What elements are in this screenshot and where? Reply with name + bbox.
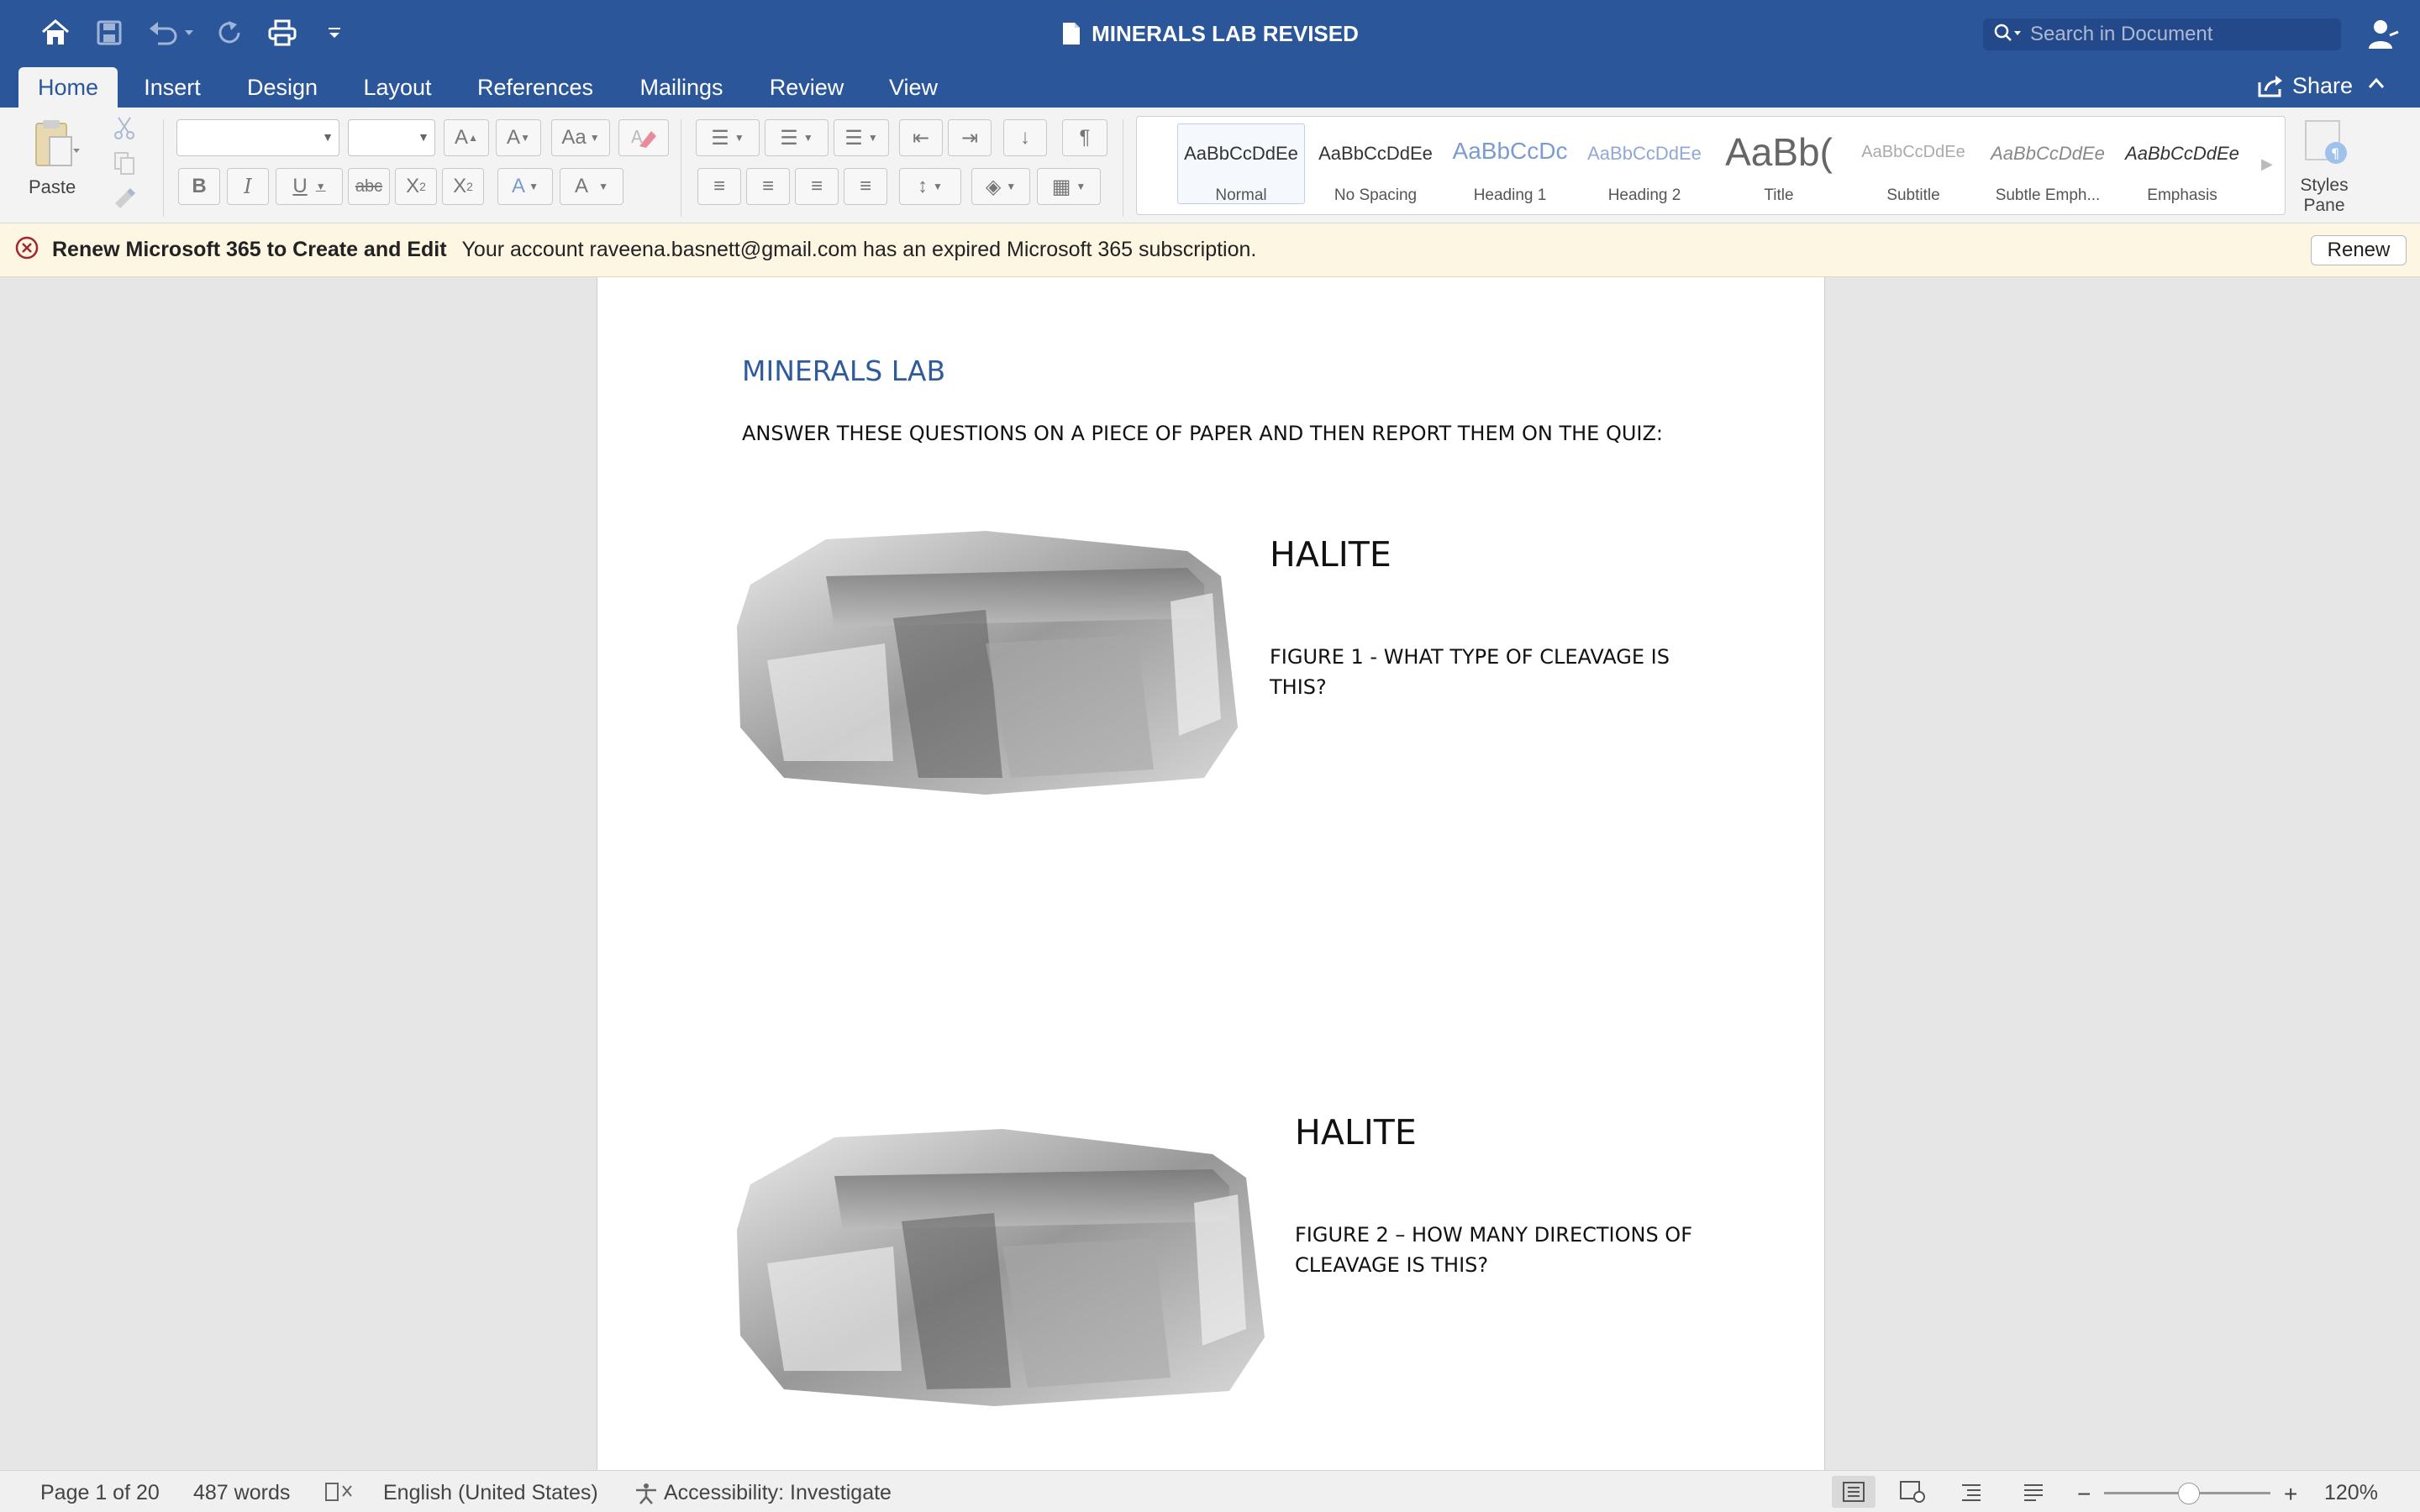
style-sample: AaBbCcDdEe — [1318, 143, 1433, 164]
notification-title: Renew Microsoft 365 to Create and Edit — [52, 238, 447, 261]
style-label: Subtitle — [1886, 186, 1940, 204]
tab-layout[interactable]: Layout — [363, 74, 432, 100]
question-line: THIS? — [1270, 675, 1327, 699]
customize-icon[interactable] — [319, 15, 350, 50]
share-button[interactable] — [2257, 67, 2353, 104]
cut-icon[interactable] — [108, 113, 141, 143]
style-label: Heading 2 — [1607, 186, 1681, 204]
subscript-button[interactable]: X 2 — [395, 168, 437, 205]
styles-gallery — [1136, 116, 2286, 215]
accessibility-label: Accessibility: Investigate — [664, 1481, 892, 1504]
tab-view[interactable]: View — [888, 74, 939, 100]
save-icon[interactable] — [91, 15, 128, 50]
style-heading-1[interactable] — [1446, 123, 1574, 204]
tab-review[interactable]: Review — [769, 74, 844, 100]
style-sample: AaBbCcDdEe — [1861, 143, 1965, 161]
show-formatting-button[interactable]: ¶ — [1062, 119, 1107, 156]
zoom-in-button[interactable]: + — [2284, 1481, 2298, 1507]
style-label: No Spacing — [1334, 186, 1418, 204]
question-line: FIGURE 2 – HOW MANY DIRECTIONS OF — [1295, 1223, 1693, 1247]
tab-mailings[interactable]: Mailings — [639, 74, 723, 100]
superscript-button[interactable]: X 2 — [442, 168, 484, 205]
chevron-down-icon: ▼ — [322, 130, 334, 144]
redo-icon[interactable] — [212, 15, 249, 50]
accessibility-icon — [634, 1482, 659, 1505]
person-icon[interactable] — [2366, 17, 2400, 55]
style-no-spacing[interactable] — [1312, 123, 1439, 204]
grow-font-button[interactable]: A ▲ — [444, 119, 489, 156]
share-icon — [2257, 74, 2284, 97]
style-sample: AaBbCcDdEe — [1587, 143, 1702, 164]
tab-insert[interactable]: Insert — [144, 74, 201, 100]
zoom-slider-handle[interactable] — [2178, 1483, 2200, 1504]
search-icon — [1993, 23, 2022, 47]
text-effects-button[interactable]: A ▼ — [497, 168, 553, 205]
renew-button[interactable]: Renew — [2311, 235, 2407, 265]
style-sample: AaBbCcDdEe — [1991, 143, 2105, 164]
align-right-button[interactable]: ≡ — [795, 168, 839, 205]
numbering-button[interactable]: ☰ ▼ — [765, 119, 829, 156]
halite-image[interactable] — [734, 1126, 1273, 1410]
change-case-button[interactable]: Aa ▼ — [551, 119, 610, 156]
borders-button[interactable]: ▦ ▼ — [1037, 168, 1101, 205]
chevron-down-icon: ▼ — [418, 130, 429, 144]
paste-icon — [31, 118, 82, 172]
styles-pane-label: Styles — [2300, 176, 2349, 195]
question-line: FIGURE 1 - WHAT TYPE OF CLEAVAGE IS — [1270, 645, 1670, 669]
collapse-ribbon-icon[interactable] — [2368, 72, 2385, 94]
gallery-next-icon[interactable]: ▶ — [2261, 155, 2273, 172]
language[interactable]: English (United States) — [383, 1481, 598, 1504]
style-normal[interactable] — [1177, 123, 1305, 204]
proofing-icon[interactable] — [324, 1481, 355, 1503]
notification-bar — [0, 223, 2420, 277]
align-center-button[interactable]: ≡ — [746, 168, 790, 205]
paste-label: Paste — [29, 176, 76, 197]
separator — [163, 119, 164, 217]
svg-text:¶: ¶ — [2331, 145, 2340, 161]
tab-home[interactable]: Home — [18, 67, 118, 108]
svg-text:A: A — [631, 127, 643, 147]
tab-design[interactable]: Design — [246, 74, 318, 100]
style-subtitle[interactable] — [1849, 123, 1977, 204]
draft-view-button[interactable] — [2012, 1476, 2055, 1508]
ribbon — [0, 108, 2420, 223]
strikethrough-button[interactable]: abc — [348, 168, 390, 205]
styles-pane-icon — [2301, 119, 2348, 166]
font-name-select[interactable] — [176, 119, 339, 156]
style-label: Emphasis — [2147, 186, 2217, 204]
font-size-select[interactable] — [348, 119, 435, 156]
style-heading-2[interactable] — [1581, 123, 1708, 204]
figure-2-title: HALITE — [1295, 1112, 1417, 1152]
line-spacing-button[interactable]: ↕ ▼ — [899, 168, 961, 205]
shrink-font-button[interactable]: A ▼ — [496, 119, 541, 156]
copy-icon[interactable] — [108, 148, 141, 178]
style-subtle-emphasis[interactable] — [1984, 123, 2112, 204]
document-heading: MINERALS LAB — [742, 354, 946, 387]
document-instruction: ANSWER THESE QUESTIONS ON A PIECE OF PAPER AND THEN REPORT THEM ON THE QUIZ: — [742, 422, 1664, 445]
paste-button[interactable] — [20, 116, 92, 175]
justify-button[interactable]: ≡ — [844, 168, 887, 205]
style-label: Title — [1764, 186, 1794, 204]
style-sample: AaBb( — [1725, 130, 1833, 174]
document-icon — [1061, 21, 1081, 46]
accessibility-status[interactable] — [634, 1481, 892, 1505]
print-icon[interactable] — [264, 15, 301, 50]
style-title[interactable] — [1715, 123, 1843, 204]
decrease-indent-button[interactable]: ⇤ — [899, 119, 943, 156]
style-sample: AaBbCcDc — [1452, 138, 1568, 164]
ribbon-tabs — [0, 64, 2420, 108]
style-label: Subtle Emph... — [1995, 186, 2101, 204]
style-label: Normal — [1215, 186, 1267, 204]
align-left-button[interactable]: ≡ — [697, 168, 741, 205]
document-title: MINERALS LAB REVISED — [1092, 20, 1359, 46]
zoom-out-button[interactable]: − — [2077, 1481, 2091, 1507]
tab-references[interactable]: References — [476, 74, 594, 100]
font-color-button[interactable]: A ▼ — [560, 168, 623, 205]
styles-pane-button[interactable] — [2287, 119, 2361, 220]
figure-2-question — [1295, 1220, 1692, 1280]
increase-indent-button[interactable]: ⇥ — [948, 119, 992, 156]
style-label: Heading 1 — [1473, 186, 1547, 204]
notification-message: Your account raveena.basnett@gmail.com has an expired Microsoft 365 subscription. — [461, 238, 1257, 261]
document-canvas[interactable] — [0, 277, 2420, 1470]
clear-formatting-button[interactable] — [618, 119, 669, 156]
halite-image[interactable] — [734, 526, 1248, 798]
outline-view-button[interactable] — [1949, 1476, 1993, 1508]
italic-button[interactable]: I — [227, 168, 269, 205]
shading-button[interactable]: ◈ ▼ — [971, 168, 1030, 205]
bullets-button[interactable]: ☰ ▼ — [696, 119, 760, 156]
share-label: Share — [2292, 72, 2354, 98]
figure-1-title: HALITE — [1270, 534, 1392, 575]
undo-icon[interactable] — [145, 15, 197, 50]
style-emphasis[interactable] — [2118, 123, 2246, 204]
eraser-icon — [629, 126, 658, 150]
page-count[interactable]: Page 1 of 20 — [40, 1481, 160, 1504]
status-bar — [0, 1470, 2420, 1512]
search-box[interactable] — [1983, 18, 2341, 50]
multilevel-list-button[interactable]: ☰ ▼ — [834, 119, 889, 156]
error-icon — [15, 236, 39, 264]
style-sample: AaBbCcDdEe — [1184, 143, 1298, 164]
styles-pane-label: Pane — [2303, 196, 2345, 215]
print-layout-view-button[interactable] — [1832, 1476, 1876, 1508]
figure-1-question — [1270, 642, 1670, 702]
sort-button[interactable]: ↓ — [1003, 119, 1047, 156]
zoom-level[interactable]: 120% — [2324, 1481, 2378, 1504]
question-line: CLEAVAGE IS THIS? — [1295, 1253, 1489, 1277]
home-icon[interactable] — [37, 15, 74, 50]
format-painter-icon[interactable] — [108, 183, 141, 213]
word-count[interactable]: 487 words — [193, 1481, 291, 1504]
bold-button[interactable]: B — [178, 168, 220, 205]
style-sample: AaBbCcDdEe — [2125, 143, 2239, 164]
search-input[interactable] — [2030, 23, 2333, 46]
document-page[interactable] — [597, 277, 1825, 1470]
web-layout-view-button[interactable] — [1891, 1476, 1934, 1508]
underline-button[interactable]: U ▼ — [276, 168, 343, 205]
